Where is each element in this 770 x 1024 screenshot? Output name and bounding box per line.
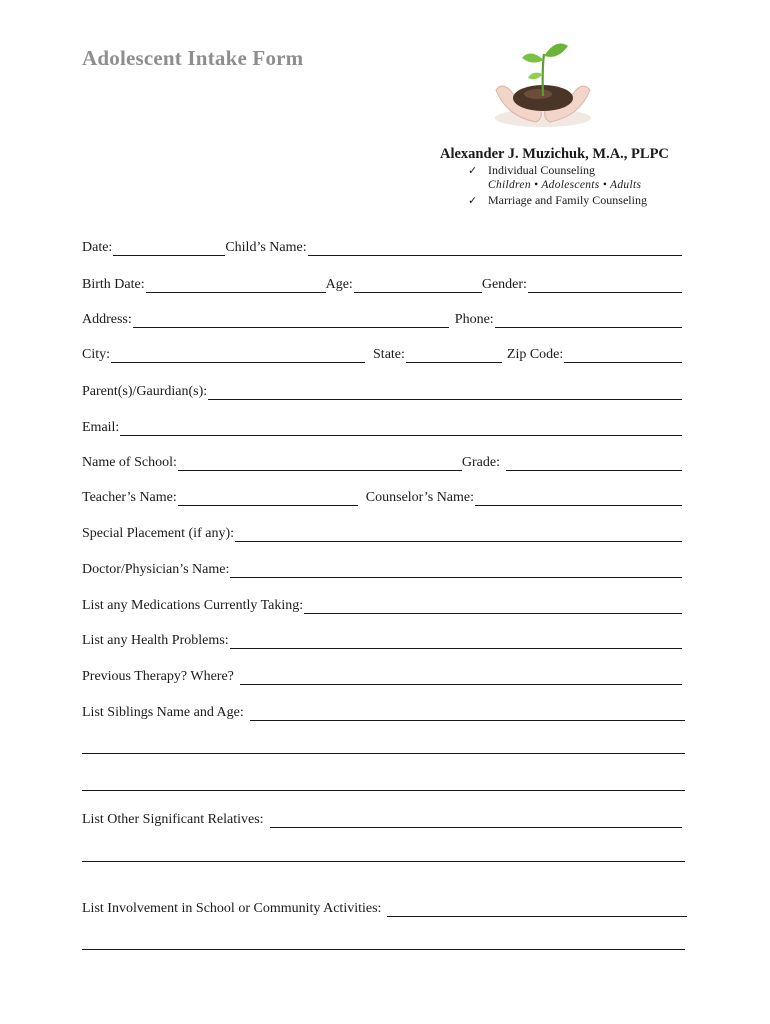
activities-field[interactable] — [387, 902, 687, 917]
special-placement-field[interactable] — [235, 527, 682, 542]
previous-therapy-label: Previous Therapy? Where? — [82, 669, 234, 684]
row-doctor — [82, 562, 682, 578]
activities-label: List Involvement in School or Community Activities: — [82, 901, 382, 916]
teacher-field[interactable] — [178, 491, 358, 506]
service-label: Individual Counseling — [488, 163, 595, 177]
gender-field[interactable] — [528, 278, 682, 293]
relatives-extra-line[interactable] — [82, 860, 685, 862]
special-placement-label: Special Placement (if any): — [82, 526, 234, 541]
row-activities — [82, 901, 687, 917]
row-address-phone — [82, 312, 682, 328]
zip-field[interactable] — [564, 348, 682, 363]
grade-field[interactable] — [506, 456, 682, 471]
previous-therapy-field[interactable] — [240, 670, 682, 685]
grade-label: Grade: — [461, 455, 500, 470]
row-health — [82, 633, 682, 649]
phone-label: Phone: — [454, 312, 494, 327]
email-label: Email: — [82, 420, 120, 435]
date-field[interactable] — [113, 241, 225, 256]
service-label: Marriage and Family Counseling — [488, 193, 647, 207]
doctor-label: Doctor/Physician’s Name: — [82, 562, 230, 577]
hands-holding-seedling-icon — [488, 30, 598, 130]
state-label: State: — [373, 347, 405, 362]
service-label: Children • Adolescents • Adults — [488, 179, 642, 191]
medications-label: List any Medications Currently Taking: — [82, 598, 304, 613]
age-label: Age: — [325, 277, 353, 292]
row-special-placement — [82, 526, 682, 542]
email-field[interactable] — [120, 421, 682, 436]
relatives-label: List Other Significant Relatives: — [82, 812, 264, 827]
birth-date-field[interactable] — [146, 278, 326, 293]
phone-field[interactable] — [495, 313, 682, 328]
siblings-extra-line[interactable] — [82, 752, 685, 754]
row-siblings — [82, 705, 685, 721]
row-previous-therapy — [82, 669, 682, 685]
state-field[interactable] — [406, 348, 502, 363]
siblings-extra-line[interactable] — [82, 789, 685, 791]
siblings-label: List Siblings Name and Age: — [82, 705, 244, 720]
service-item — [468, 163, 647, 178]
service-item — [468, 178, 647, 193]
birth-date-label: Birth Date: — [82, 277, 145, 292]
date-label: Date: — [82, 240, 113, 255]
service-item — [468, 193, 647, 208]
row-parents — [82, 384, 682, 400]
age-field[interactable] — [354, 278, 482, 293]
row-medications — [82, 598, 682, 614]
child-name-label: Child’s Name: — [225, 240, 307, 255]
zip-label: Zip Code: — [506, 347, 564, 362]
provider-name: Alexander J. Muzichuk, M.A., PLPC — [440, 146, 669, 162]
row-email — [82, 420, 682, 436]
services-list — [468, 163, 647, 208]
row-date-child — [82, 240, 682, 256]
counselor-field[interactable] — [475, 491, 682, 506]
check-icon: ✓ — [468, 164, 478, 177]
school-field[interactable] — [178, 456, 462, 471]
city-label: City: — [82, 347, 111, 362]
parents-label: Parent(s)/Gaurdian(s): — [82, 384, 208, 399]
city-field[interactable] — [111, 348, 365, 363]
row-relatives — [82, 812, 682, 828]
check-icon: ✓ — [468, 194, 478, 207]
health-field[interactable] — [230, 634, 682, 649]
activities-extra-line[interactable] — [82, 948, 685, 950]
row-school-grade — [82, 455, 682, 471]
child-name-field[interactable] — [308, 241, 682, 256]
address-label: Address: — [82, 312, 132, 327]
parents-field[interactable] — [208, 385, 682, 400]
health-label: List any Health Problems: — [82, 633, 229, 648]
counselor-label: Counselor’s Name: — [365, 490, 475, 505]
row-city-state-zip — [82, 347, 682, 363]
row-teacher-counselor — [82, 490, 682, 506]
school-label: Name of School: — [82, 455, 177, 470]
relatives-field[interactable] — [270, 813, 682, 828]
doctor-field[interactable] — [230, 563, 682, 578]
teacher-label: Teacher’s Name: — [82, 490, 177, 505]
siblings-field[interactable] — [250, 706, 685, 721]
address-field[interactable] — [133, 313, 449, 328]
row-birth-age-gender — [82, 277, 682, 293]
gender-label: Gender: — [481, 277, 527, 292]
form-title: Adolescent Intake Form — [82, 46, 304, 70]
medications-field[interactable] — [304, 599, 682, 614]
